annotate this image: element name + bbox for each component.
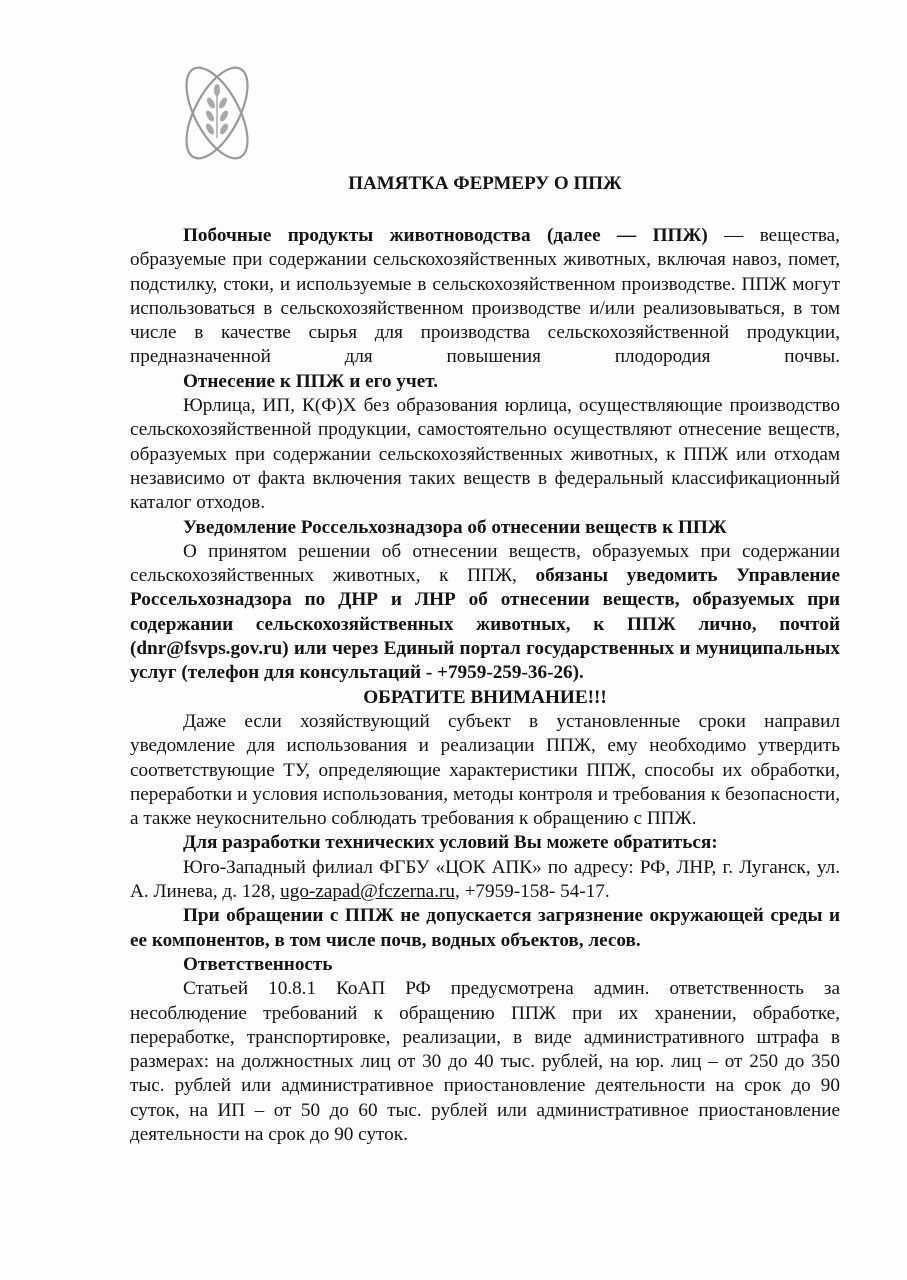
page-title: ПАМЯТКА ФЕРМЕРУ О ППЖ [348,173,622,194]
section1-heading: Отнесение к ППЖ и его учет. [183,370,439,392]
attention-heading: ОБРАТИТЕ ВНИМАНИЕ!!! [363,686,607,708]
section1-paragraph: Юрлица, ИП, К(Ф)Х без образования юрлица, осуществляющие производство сельскохозяйственной продукции, самостоятельно осуществляют отнесение веществ, образуемых при содержании сельскохозяйственных животных, к ППЖ или отходам независимо от факта включения таких веществ в федеральный классификационный каталог отходов. [130,395,840,514]
intro-bold-term: Побочные продукты животноводства (далее — ППЖ) [183,225,708,246]
intro-paragraph [130,224,840,370]
section2-heading: Уведомление Россельхознадзора об отнесении веществ к ППЖ [183,516,727,538]
tu-paragraph [130,856,840,905]
attention-paragraph: Даже если хозяйствующий субъект в установленные сроки направил уведомление для использования и реализации ППЖ, ему необходимо утвердить соответствующие ТУ, определяющие характеристики ППЖ, способы их обработки, переработки и условия использования, методы контроля и требования к безопасности, а также неукоснительно соблюдать требования к обращению с ППЖ. [130,710,840,830]
tu-email-link[interactable]: ugo-zapad@fczerna.ru [280,881,455,903]
tu-address-text: Юго-Западный филиал ФГБУ «ЦОК АПК» по адресу: РФ, ЛНР, г. Луганск, ул. А. Линева, д. 128, [130,856,840,903]
emblem-logo-icon [172,58,262,168]
liability-heading: Ответственность [183,953,333,975]
liability-paragraph: Статьей 10.8.1 КоАП РФ предусмотрена админ. ответственность за несоблюдение требований к обращению ППЖ при их хранении, обработке, переработке, транспортировке, реализации, в виде административного штрафа в размерах: на должностных лиц от 30 до 40 тыс. рублей, на юр. лиц – от 250 до 350 тыс. рублей или административное приостановление деятельности на срок до 90 суток, на ИП – от 50 до 60 тыс. рублей или административное приостановление деятельности на срок до 90 суток. [130,978,840,1145]
tu-heading: Для разработки технических условий Вы можете обратиться: [183,832,718,854]
section2-plain-text: О принятом решении об отнесении веществ, образуемых при содержании сельскохозяйственных животных, к ППЖ, [130,540,840,587]
section2-bold-text: обязаны уведомить Управление Россельхознадзора по ДНР и ЛНР об отнесении веществ, образуемых при содержании сельскохозяйственных животных, к ППЖ лично, почтой (dnr@fsvps.gov.ru) или через Единый портал государственных и муниципальных услуг (телефон для консультаций - +7959-259-36-26). [130,565,840,684]
warning-paragraph: При обращении с ППЖ не допускается загрязнение окружающей среды и ее компонентов, в том числе почв, водных объектов, лесов. [130,905,840,951]
intro-text: — вещества, образуемые при содержании сельскохозяйственных животных, включая навоз, помет, подстилку, стоки, и используемые в сельскохозяйственном производстве. ППЖ могут использоваться в сельскохозяйственном производстве и/или реализовываться, в том числе в качестве сырья для производства сельскохозяйственной продукции, предназначенной для повышения плодородия почвы. [130,225,840,368]
section2-paragraph [130,540,840,686]
document-body [130,224,840,1147]
tu-phone-text: , +7959-158- 54-17. [454,881,610,903]
